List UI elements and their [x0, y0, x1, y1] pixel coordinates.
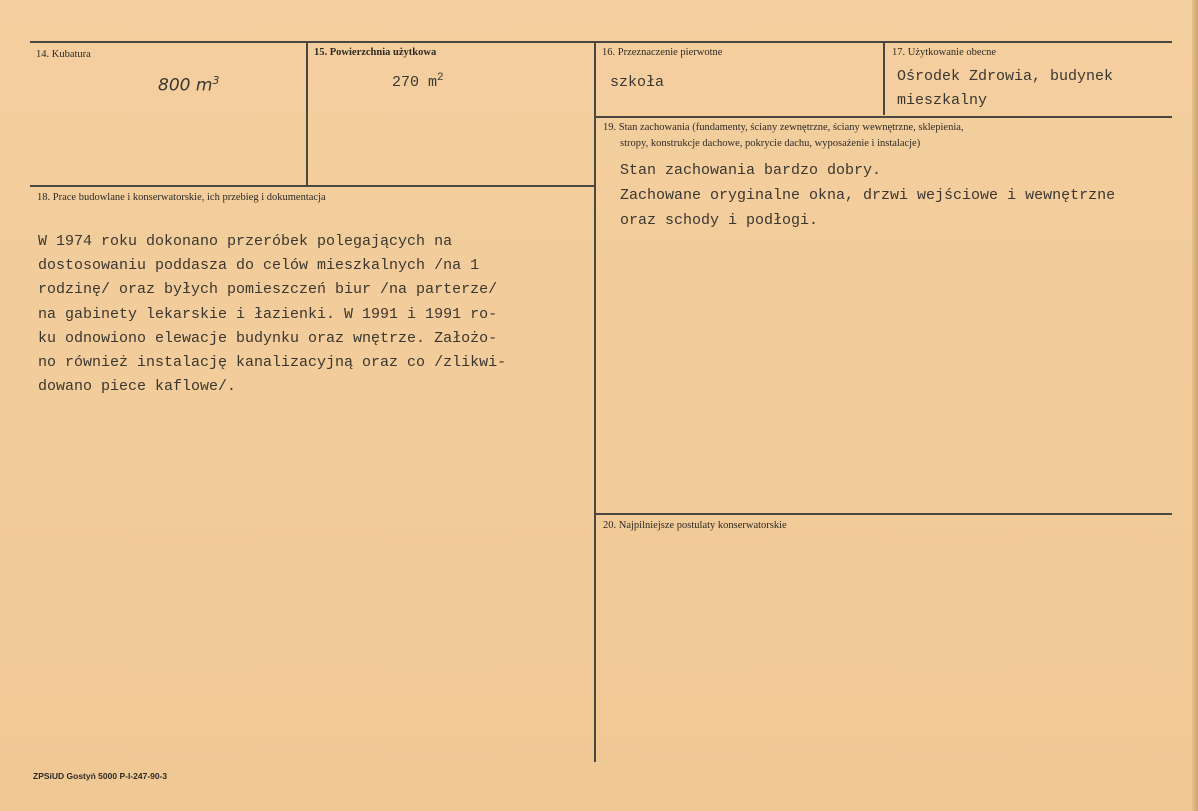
field-19-text — [620, 158, 1115, 233]
rule-16-19 — [596, 116, 1172, 118]
divider-left-right — [594, 42, 596, 762]
field-18-line: W 1974 roku dokonano przeróbek polegających na — [38, 233, 453, 250]
field-19-label-line2: stropy, konstrukcje dachowe, pokrycie dachu, wyposażenie i instalacje) — [620, 138, 921, 149]
field-18-line: na gabinety lekarskie i łazienki. W 1991 i 1991 ro- — [38, 305, 498, 323]
field-18-line: rodzinę/ oraz byłych pomieszczeń biur /na parterze/ — [38, 281, 498, 299]
field-18-label: 18. Prace budowlane i konserwatorskie, ich przebieg i dokumentacja — [37, 192, 326, 203]
top-rule — [30, 41, 1172, 43]
field-19-line: oraz schody i podłogi. — [620, 212, 819, 229]
rule-14-18 — [30, 185, 595, 187]
field-15-unit-exponent: 2 — [437, 72, 444, 84]
field-17-value — [897, 65, 1113, 113]
field-18-text — [38, 230, 506, 399]
field-16-label: 16. Przeznaczenie pierwotne — [602, 47, 723, 58]
rule-19-20 — [596, 513, 1172, 515]
field-18-line: dostosowaniu poddasza do celów mieszkalnych /na 1 — [38, 257, 480, 275]
field-18-line: dowano piece kaflowe/. — [38, 378, 237, 396]
printer-imprint: ZPSiUD Gostyń 5000 P-I-247-90-3 — [33, 771, 168, 781]
field-19-line: Stan zachowania bardzo dobry. — [620, 162, 882, 179]
field-20-label: 20. Najpilniejsze postulaty konserwatorskie — [603, 520, 787, 531]
field-17-label: 17. Użytkowanie obecne — [892, 47, 997, 58]
card-edge — [1192, 0, 1198, 811]
field-14-unit-exponent: 3 — [212, 74, 220, 87]
field-15-label: 15. Powierzchnia użytkowa — [314, 47, 437, 58]
field-19-label-line1: 19. Stan zachowania (fundamenty, ściany zewnętrzne, ściany wewnętrzne, sklepienia, — [603, 122, 964, 133]
field-18-line: ku odnowiono elewacje budynku oraz wnętrze. Założo- — [38, 329, 498, 347]
divider-16-17 — [883, 42, 885, 115]
field-14-value: 800 $m^3$ — [158, 74, 220, 96]
field-18-line: no również instalację kanalizacyjną oraz co /zlikwi- — [38, 354, 507, 372]
field-14-label: 14. Kubatura — [36, 49, 91, 60]
field-16-value: szkoła — [610, 74, 665, 91]
field-17-line: Ośrodek Zdrowia, budynek — [897, 68, 1114, 85]
divider-14-15 — [306, 42, 308, 185]
field-17-line: mieszkalny — [897, 92, 988, 109]
field-19-line: Zachowane oryginalne okna, drzwi wejściowe i wewnętrzne — [620, 187, 1116, 204]
field-15-value: 270 $m^2$ — [392, 72, 444, 91]
